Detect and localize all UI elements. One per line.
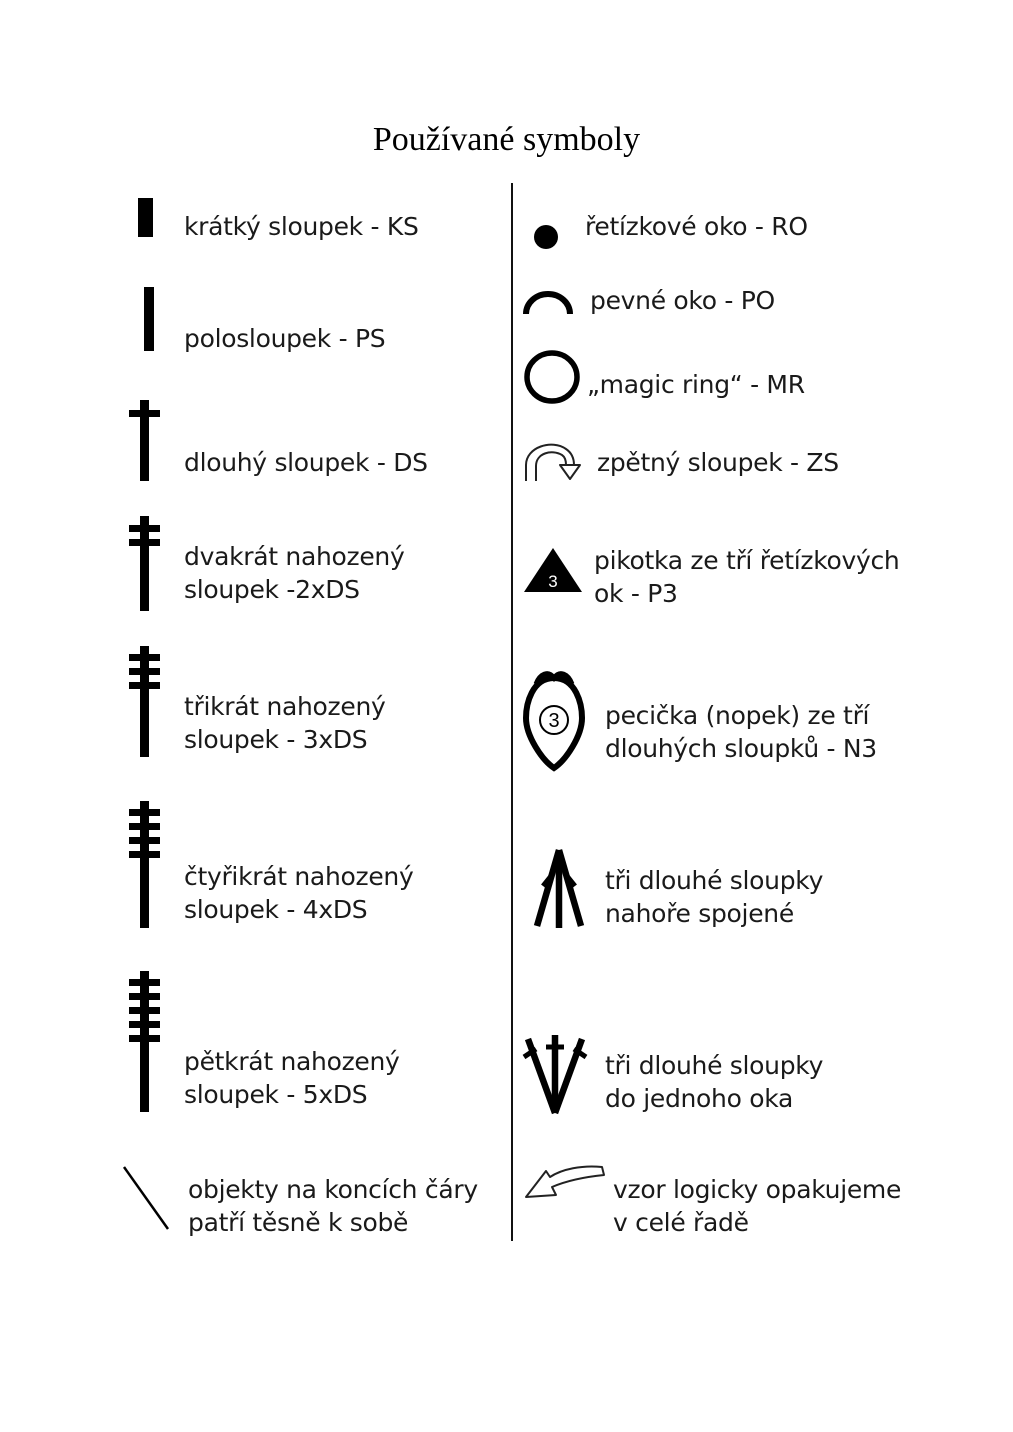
diagonal-line-icon [122, 1165, 170, 1231]
double-stitch-icon [129, 400, 161, 482]
legend-label-3xds: třikrát nahozený sloupek - 3xDS [184, 692, 386, 754]
legend-label-joined-top: tři dlouhé sloupky nahoře spojené [605, 866, 824, 928]
treble-5x-icon [129, 971, 161, 1113]
legend-label-ro: řetízkové oko - RO [585, 212, 808, 241]
legend-label-5xds: pětkrát nahozený sloupek - 5xDS [184, 1047, 400, 1109]
slip-stitch-arc-icon [522, 286, 574, 316]
legend-label-mr: „magic ring“ - MR [587, 370, 805, 399]
legend-label-ds: dlouhý sloupek - DS [184, 448, 428, 477]
chain-dot-icon [533, 224, 559, 250]
column-divider [511, 183, 513, 1241]
half-double-stitch-icon [144, 287, 156, 352]
short-stitch-icon [138, 198, 154, 238]
page-title: Používané symboly [372, 121, 641, 158]
three-stitches-joined-top-icon [533, 848, 585, 930]
treble-2x-icon [129, 516, 161, 612]
legend-label-p3: pikotka ze tří řetízkových ok - P3 [594, 546, 900, 608]
legend-label-2xds: dvakrát nahozený sloupek -2xDS [184, 542, 405, 604]
popcorn-count-text: 3 [548, 710, 560, 732]
legend-label-n3: pecička (nopek) ze tří dlouhých sloupků - N3 [605, 701, 877, 763]
legend-label-diagonal: objekty na koncích čáry patří těsně k sobě [188, 1175, 478, 1237]
legend-label-repeat: vzor logicky opakujeme v celé řadě [613, 1175, 902, 1237]
legend-label-ks: krátký sloupek - KS [184, 212, 419, 241]
repeat-arrow-icon [522, 1163, 606, 1205]
legend-label-one-stitch: tři dlouhé sloupky do jednoho oka [605, 1051, 824, 1113]
treble-3x-icon [129, 646, 161, 758]
picot-triangle-icon [522, 546, 584, 594]
magic-ring-icon [522, 348, 582, 406]
treble-4x-icon [129, 801, 161, 929]
picot-count-text: 3 [548, 572, 558, 591]
back-stitch-arrow-icon [522, 439, 588, 483]
legend-label-ps: polosloupek - PS [184, 324, 386, 353]
legend-label-zs: zpětný sloupek - ZS [597, 448, 839, 477]
legend-label-po: pevné oko - PO [590, 286, 775, 315]
three-stitches-one-stitch-icon [522, 1033, 588, 1115]
legend-label-4xds: čtyřikrát nahozený sloupek - 4xDS [184, 862, 414, 924]
popcorn-icon [522, 664, 586, 770]
